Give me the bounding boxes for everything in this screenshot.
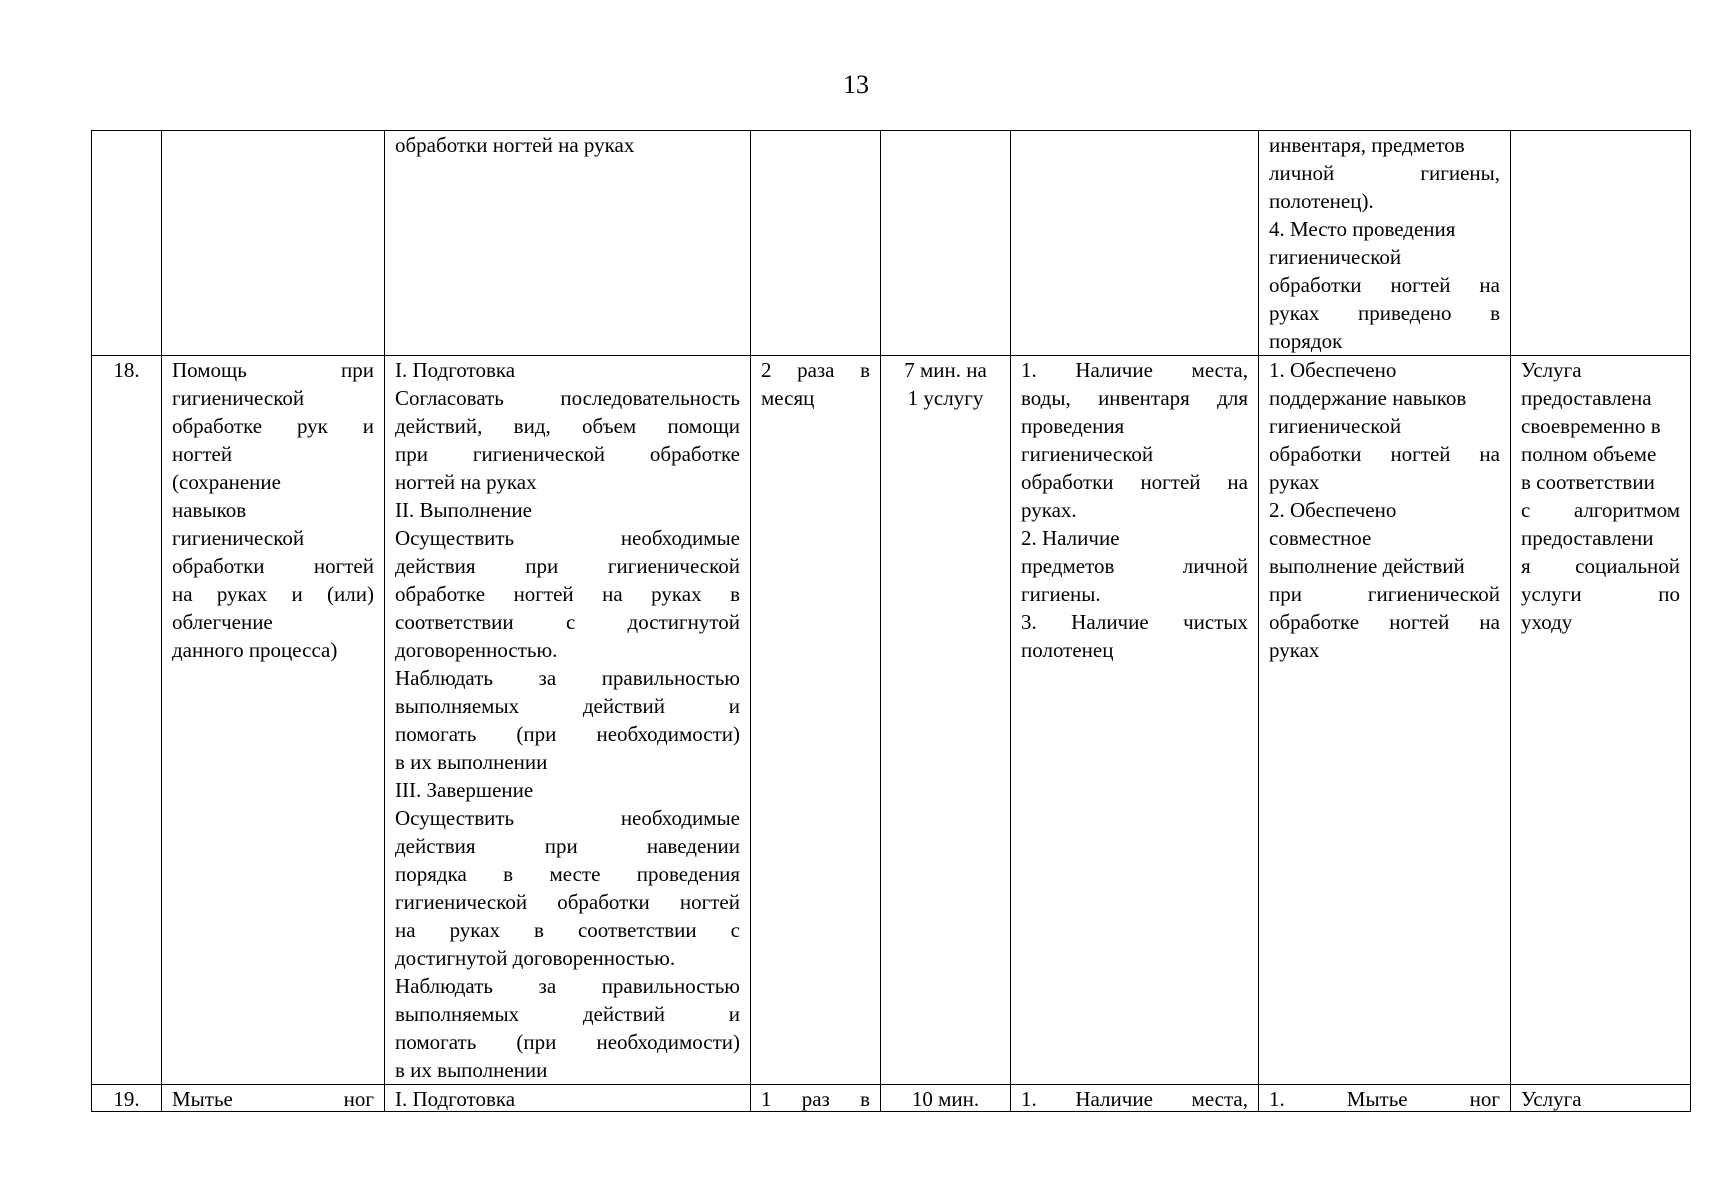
cell-time: [881, 356, 1011, 1085]
text-line: 2 раза в: [761, 358, 870, 382]
row-number: 19.: [113, 1087, 140, 1111]
text-line: обработке ногтей на руках в: [395, 582, 740, 606]
text-line: гигиены.: [1021, 582, 1101, 606]
text-line: навыков: [172, 498, 247, 522]
text-line: договоренностью.: [395, 638, 558, 662]
cell-evaluation: [1511, 356, 1691, 1085]
cell-result: [1259, 356, 1511, 1085]
cell-frequency: [751, 1085, 881, 1112]
text-line: 4. Место проведения: [1269, 217, 1456, 241]
text-line: соответствии с достигнутой: [395, 610, 740, 634]
text-line: действия при гигиенической: [395, 554, 740, 578]
cell-name: [162, 356, 385, 1085]
text-line: предметов личной: [1021, 554, 1248, 578]
text-line: совместное: [1269, 526, 1372, 550]
text-line: обработки ногтей на: [1269, 273, 1500, 297]
cell-frequency: [751, 131, 881, 356]
text-line: порядок: [1269, 329, 1343, 353]
table-row-continuation: [92, 131, 1691, 356]
text-line: Помощь при: [172, 358, 374, 382]
cell-algorithm: [385, 131, 751, 356]
text-line: I. Подготовка: [395, 358, 516, 382]
text-line: руках.: [1021, 498, 1077, 522]
text-line: Осуществить необходимые: [395, 526, 740, 550]
cell-evaluation: [1511, 1085, 1691, 1112]
text-line: в их выполнении: [395, 1058, 548, 1082]
text-line: облегчение: [172, 610, 273, 634]
page-number: 13: [843, 70, 869, 99]
text-line: помогать (при необходимости): [395, 1030, 740, 1054]
text-line: данного процесса): [172, 638, 338, 662]
text-line: услуги по: [1521, 582, 1680, 606]
services-table: [91, 130, 1691, 1112]
text-line: руках: [1269, 638, 1320, 662]
text-line: 2. Обеспечено: [1269, 498, 1397, 522]
text-line: полном объеме: [1521, 442, 1657, 466]
cell-name: [162, 1085, 385, 1112]
text-line: инвентаря, предметов: [1269, 133, 1465, 157]
text-line: действий, вид, объем помощи: [395, 414, 740, 438]
text-line: своевременно в: [1521, 414, 1661, 438]
text-line: гигиенической обработки ногтей: [395, 890, 740, 914]
text-line: в соответствии: [1521, 470, 1655, 494]
text-line: Осуществить необходимые: [395, 806, 740, 830]
text-line: на руках в соответствии с: [395, 918, 740, 942]
text-line: Услуга: [1521, 1087, 1582, 1111]
text-line: руках приведено в: [1269, 301, 1500, 325]
text-line: гигиенической: [172, 526, 305, 550]
text-line: гигиенической: [1269, 414, 1402, 438]
text-line: поддержание навыков: [1269, 386, 1467, 410]
text-line: 2. Наличие: [1021, 526, 1120, 550]
text-line: порядка в месте проведения: [395, 862, 740, 886]
text-line: Наблюдать за правильностью: [395, 666, 740, 690]
cell-number: [92, 356, 162, 1085]
text-line: с алгоритмом: [1521, 498, 1680, 522]
text-line: гигиенической: [1269, 245, 1402, 269]
text-line: выполнение действий: [1269, 554, 1465, 578]
text-line: уходу: [1521, 610, 1573, 634]
text-line: 3. Наличие чистых: [1021, 610, 1248, 634]
cell-conditions: [1011, 1085, 1259, 1112]
table-row-19: [92, 1085, 1691, 1112]
text-line: при гигиенической обработке: [395, 442, 740, 466]
cell-time: [881, 1085, 1011, 1112]
text-line: ногтей на руках: [395, 470, 537, 494]
text-line: 1. Наличие места,: [1021, 1087, 1248, 1111]
text-line: обработки ногтей на: [1021, 470, 1248, 494]
text-line: 1 раз в: [761, 1087, 870, 1111]
text-line: обработки ногтей: [172, 554, 374, 578]
text-line: проведения: [1021, 414, 1125, 438]
text-line: обработки ногтей на: [1269, 442, 1500, 466]
text-line: предоставлена: [1521, 386, 1652, 410]
text-line: гигиенической: [172, 386, 305, 410]
text-line: при гигиенической: [1269, 582, 1500, 606]
text-line: III. Завершение: [395, 778, 534, 802]
text-line: обработке рук и: [172, 414, 374, 438]
text-line: 10 мин.: [911, 1087, 980, 1111]
text-line: личной гигиены,: [1269, 161, 1500, 185]
table-row-18: [92, 356, 1691, 1085]
text-line: я социальной: [1521, 554, 1680, 578]
text-line: 1 услугу: [907, 386, 984, 410]
cell-algorithm: [385, 1085, 751, 1112]
text-line: полотенец: [1021, 638, 1114, 662]
text-line: ногтей: [172, 442, 233, 466]
text-line: 1. Наличие места,: [1021, 358, 1248, 382]
text-line: месяц: [761, 386, 815, 410]
row-number: 18.: [113, 358, 140, 382]
text-line: (сохранение: [172, 470, 281, 494]
text-line: достигнутой договоренностью.: [395, 946, 676, 970]
cell-result: [1259, 131, 1511, 356]
cell-number: [92, 131, 162, 356]
cell-name: [162, 131, 385, 356]
text-line: выполняемых действий и: [395, 1002, 740, 1026]
text-line: Мытье ног: [172, 1087, 374, 1111]
cell-time: [881, 131, 1011, 356]
text-line: обработки ногтей на руках: [395, 133, 635, 157]
cell-evaluation: [1511, 131, 1691, 356]
text-line: выполняемых действий и: [395, 694, 740, 718]
cell-algorithm: [385, 356, 751, 1085]
text-line: в их выполнении: [395, 750, 548, 774]
text-line: предоставлени: [1521, 526, 1654, 550]
text-line: помогать (при необходимости): [395, 722, 740, 746]
text-line: руках: [1269, 470, 1320, 494]
text-line: обработке ногтей на: [1269, 610, 1500, 634]
text-line: на руках и (или): [172, 582, 374, 606]
text-line: гигиенической: [1021, 442, 1154, 466]
text-line: действия при наведении: [395, 834, 740, 858]
cell-conditions: [1011, 131, 1259, 356]
text-line: 1. Мытье ног: [1269, 1087, 1500, 1111]
text-line: I. Подготовка: [395, 1087, 516, 1111]
cell-number: [92, 1085, 162, 1112]
cell-conditions: [1011, 356, 1259, 1085]
cell-result: [1259, 1085, 1511, 1112]
text-line: полотенец).: [1269, 189, 1374, 213]
text-line: 7 мин. на: [904, 358, 987, 382]
text-line: воды, инвентаря для: [1021, 386, 1248, 410]
text-line: Наблюдать за правильностью: [395, 974, 740, 998]
text-line: Услуга: [1521, 358, 1582, 382]
text-line: 1. Обеспечено: [1269, 358, 1397, 382]
text-line: II. Выполнение: [395, 498, 532, 522]
text-line: Согласовать последовательность: [395, 386, 740, 410]
cell-frequency: [751, 356, 881, 1085]
